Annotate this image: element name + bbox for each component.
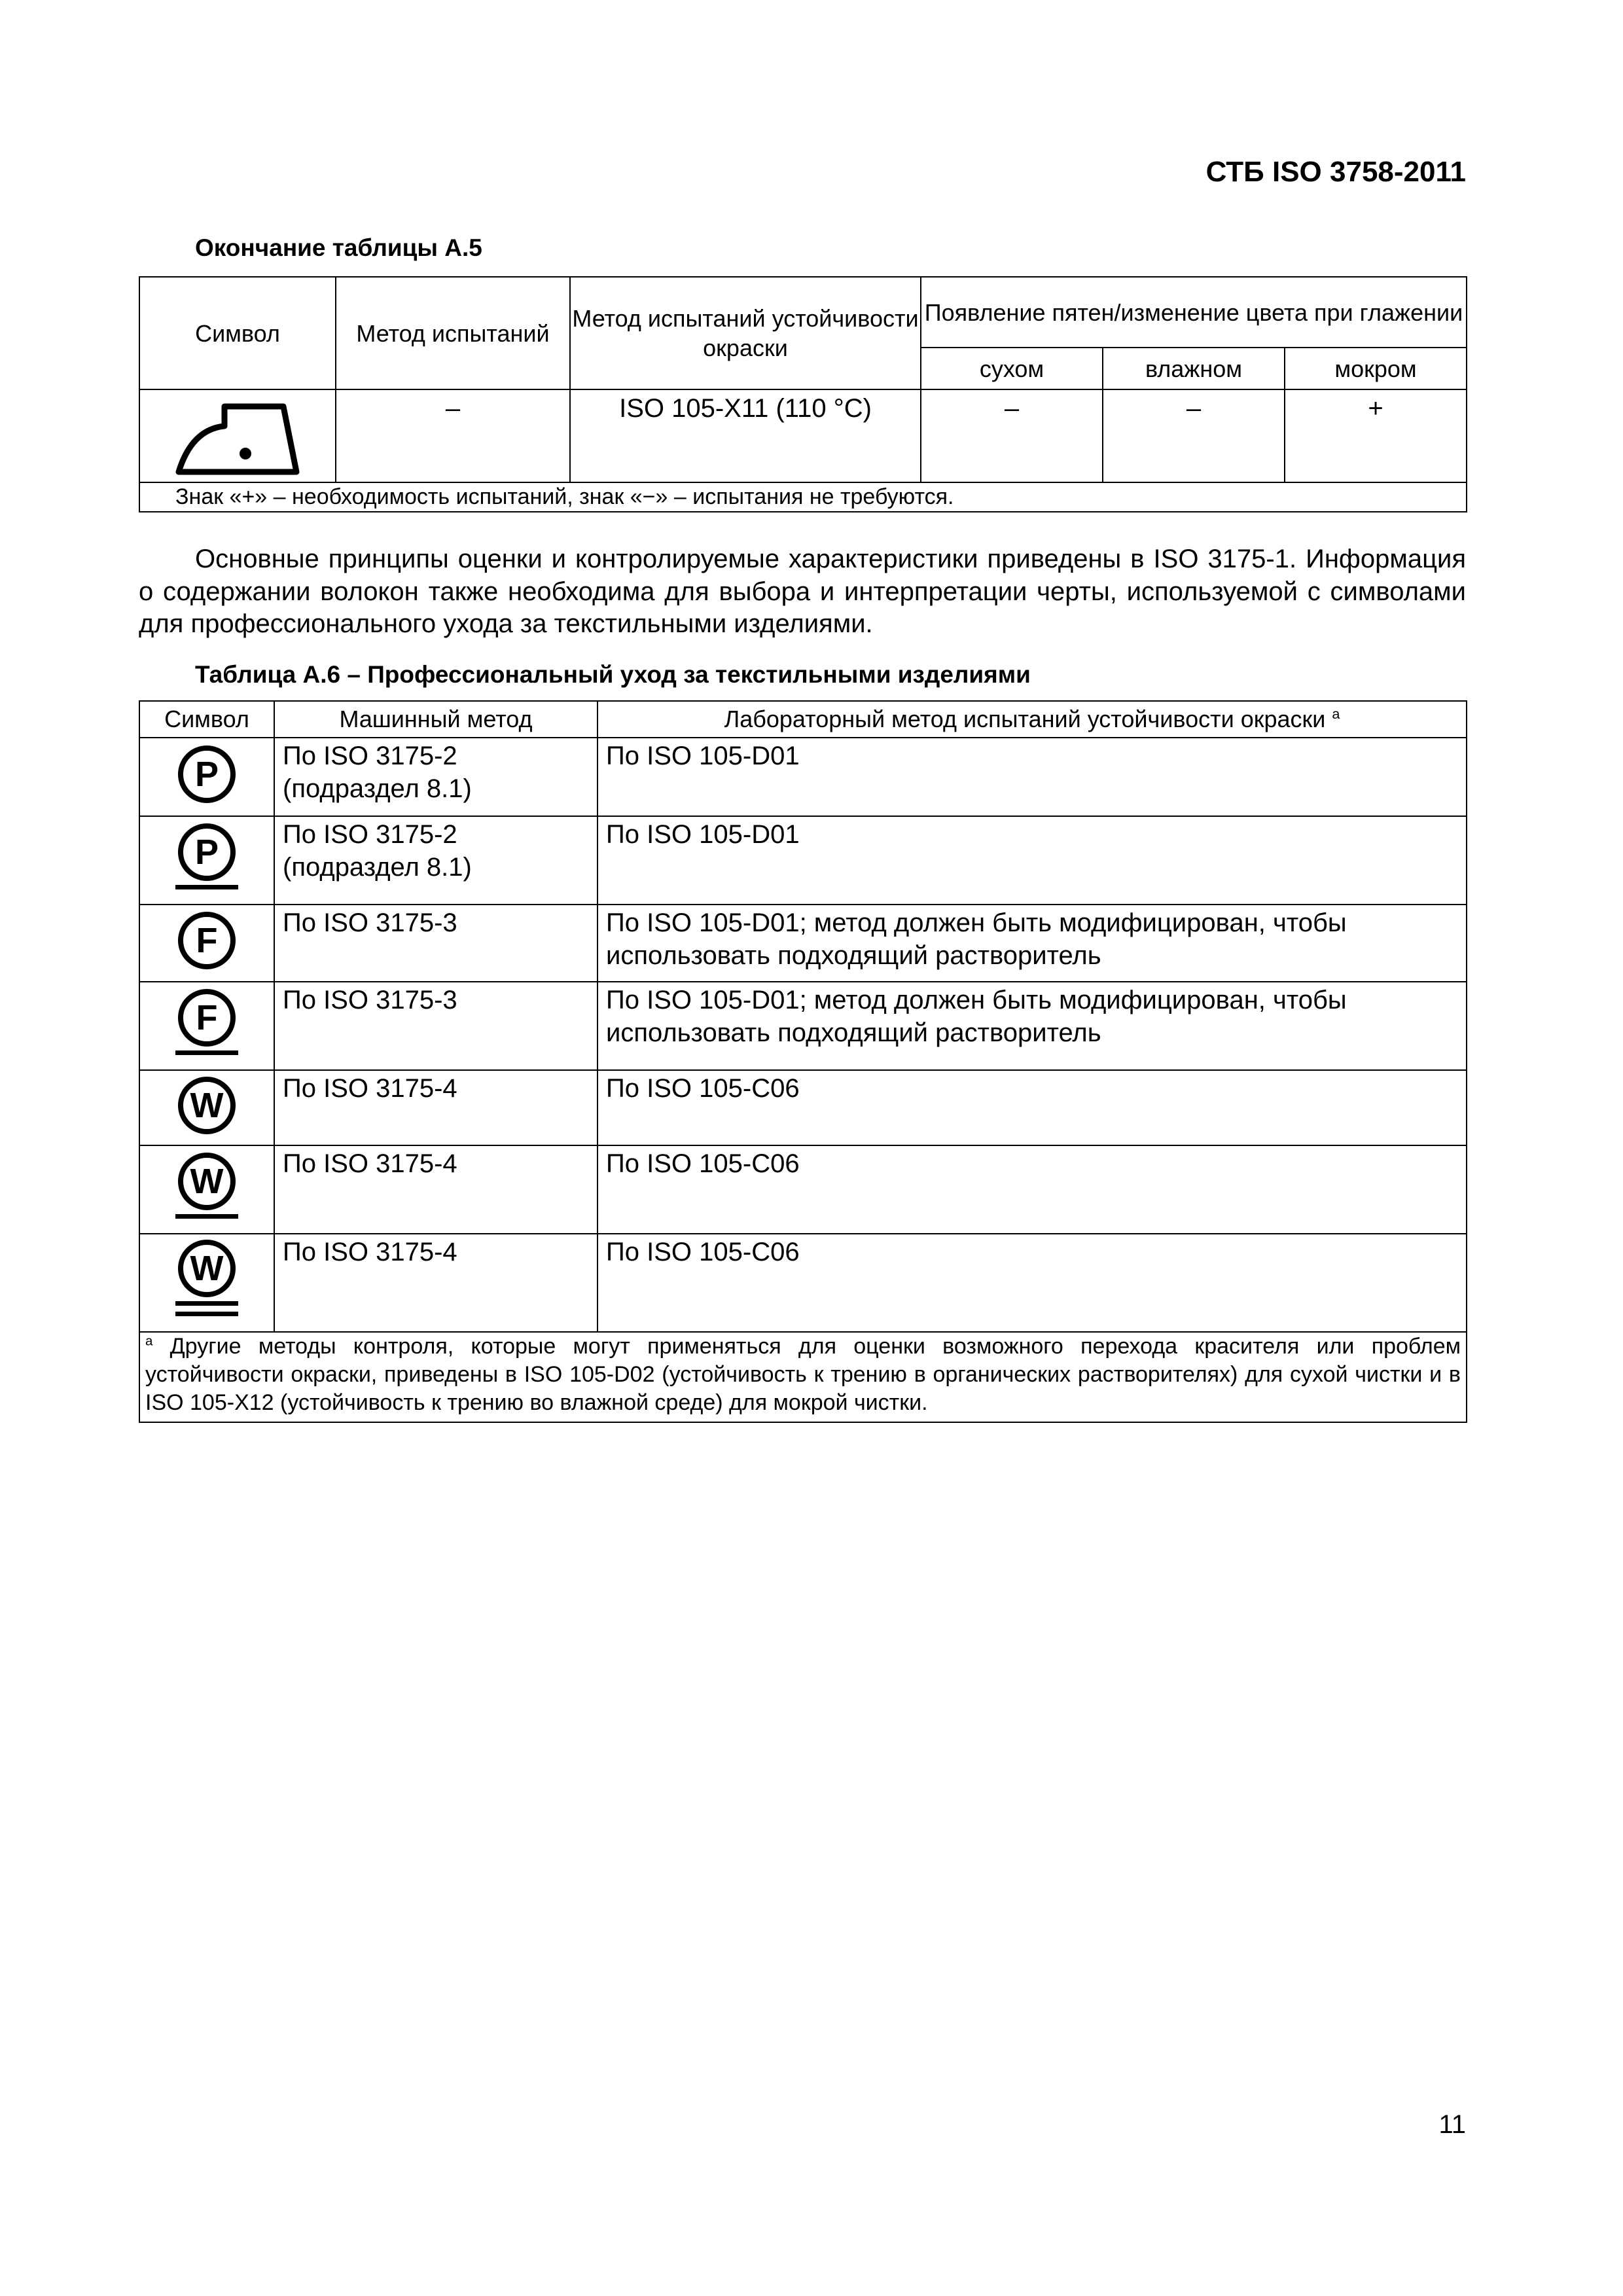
table-row <box>139 389 1467 482</box>
page-number: 11 <box>1438 2110 1466 2139</box>
machine-method-cell: По ISO 3175-4 <box>274 1145 597 1234</box>
circle-w-two-bars-icon <box>174 1238 240 1327</box>
header-symbol: Символ <box>139 701 274 738</box>
symbol-cell <box>139 1234 274 1332</box>
table-a6-footnote <box>139 1332 1467 1422</box>
table-row <box>139 982 1467 1070</box>
svg-text:F: F <box>196 997 218 1037</box>
table-a6-caption: Таблица А.6 – Профессиональный уход за текстильными изделиями <box>195 661 1031 688</box>
header-lab-method-label: Лабораторный метод испытаний устойчивости окраски <box>724 706 1326 732</box>
circle-p-icon <box>174 744 240 810</box>
table-a6-body <box>139 738 1467 1332</box>
header-damp: влажном <box>1103 348 1285 389</box>
footnote-mark: a <box>145 1334 153 1349</box>
iron-one-dot-icon <box>172 393 303 478</box>
symbol-cell <box>139 816 274 905</box>
svg-text:W: W <box>190 1085 224 1125</box>
symbol-cell <box>139 1070 274 1145</box>
footnote-ref: a <box>1332 706 1340 722</box>
svg-text:P: P <box>194 755 219 794</box>
symbol-cell <box>139 738 274 816</box>
table-row <box>139 1145 1467 1234</box>
lab-method-cell: По ISO 105-D01; метод должен быть модифицирован, чтобы использовать подходящий растворитель <box>597 905 1467 982</box>
color-method-value: ISO 105-X11 (110 °С) <box>570 389 921 482</box>
lab-method-cell: По ISO 105-C06 <box>597 1145 1467 1234</box>
paragraph-text: Основные принципы оценки и контролируемые характеристики приведены в ISO 3175-1. Информация о содержании волокон также необходима для выбора и интерпретации черты, используемой с символами для профессионального ухода за текстильными изделиями. <box>139 545 1466 639</box>
header-test-method: Метод испытаний <box>336 277 570 389</box>
wet-value: + <box>1285 389 1467 482</box>
machine-method-cell: По ISO 3175-3 <box>274 905 597 982</box>
circle-f-icon <box>174 910 240 976</box>
header-dry: сухом <box>921 348 1103 389</box>
symbol-cell <box>139 905 274 982</box>
circle-p-one-bar-icon <box>174 822 240 899</box>
svg-text:F: F <box>196 921 218 960</box>
table-row <box>139 738 1467 816</box>
symbol-cell <box>139 1145 274 1234</box>
footnote-text: Другие методы контроля, которые могут применяться для оценки возможного перехода красителя или проблем устойчивости окраски, приведены в ISO 105-D02 (устойчивость к трению в органических растворителях) для сухой чистки и в ISO 105-X12 (устойчивость к трению во влажной среде) для мокрой чистки. <box>145 1334 1461 1416</box>
circle-f-one-bar-icon <box>174 988 240 1065</box>
table-a5-caption: Окончание таблицы А.5 <box>195 234 482 261</box>
header-stain-group: Появление пятен/изменение цвета при глажении <box>921 277 1467 348</box>
svg-text:W: W <box>190 1249 224 1288</box>
header-color-method: Метод испытаний устойчивости окраски <box>570 277 921 389</box>
table-a5 <box>139 276 1467 512</box>
test-method-value: – <box>336 389 570 482</box>
symbol-cell <box>139 982 274 1070</box>
document-id: СТБ ISO 3758-2011 <box>1205 156 1466 188</box>
dry-value: – <box>921 389 1103 482</box>
machine-method-cell: По ISO 3175-4 <box>274 1070 597 1145</box>
table-row <box>139 1070 1467 1145</box>
damp-value: – <box>1103 389 1285 482</box>
lab-method-cell: По ISO 105-D01; метод должен быть модифицирован, чтобы использовать подходящий растворитель <box>597 982 1467 1070</box>
header-machine-method: Машинный метод <box>274 701 597 738</box>
table-a5-note: Знак «+» – необходимость испытаний, знак «−» – испытания не требуются. <box>139 482 1467 512</box>
machine-method-cell: По ISO 3175-3 <box>274 982 597 1070</box>
circle-w-icon <box>174 1075 240 1141</box>
table-row <box>139 816 1467 905</box>
lab-method-cell: По ISO 105-D01 <box>597 738 1467 816</box>
svg-text:W: W <box>190 1161 224 1201</box>
circle-w-one-bar-icon <box>174 1151 240 1229</box>
machine-method-cell: По ISO 3175-2 (подраздел 8.1) <box>274 738 597 816</box>
table-a6 <box>139 700 1467 1423</box>
header-wet: мокром <box>1285 348 1467 389</box>
table-row <box>139 905 1467 982</box>
table-row <box>139 1234 1467 1332</box>
lab-method-cell: По ISO 105-D01 <box>597 816 1467 905</box>
svg-text:P: P <box>194 832 219 872</box>
machine-method-cell: По ISO 3175-2 (подраздел 8.1) <box>274 816 597 905</box>
lab-method-cell: По ISO 105-C06 <box>597 1234 1467 1332</box>
machine-method-cell: По ISO 3175-4 <box>274 1234 597 1332</box>
body-paragraph <box>139 543 1466 641</box>
lab-method-cell: По ISO 105-C06 <box>597 1070 1467 1145</box>
header-symbol: Символ <box>139 277 336 389</box>
header-lab-method <box>597 701 1467 738</box>
symbol-cell <box>139 389 336 482</box>
